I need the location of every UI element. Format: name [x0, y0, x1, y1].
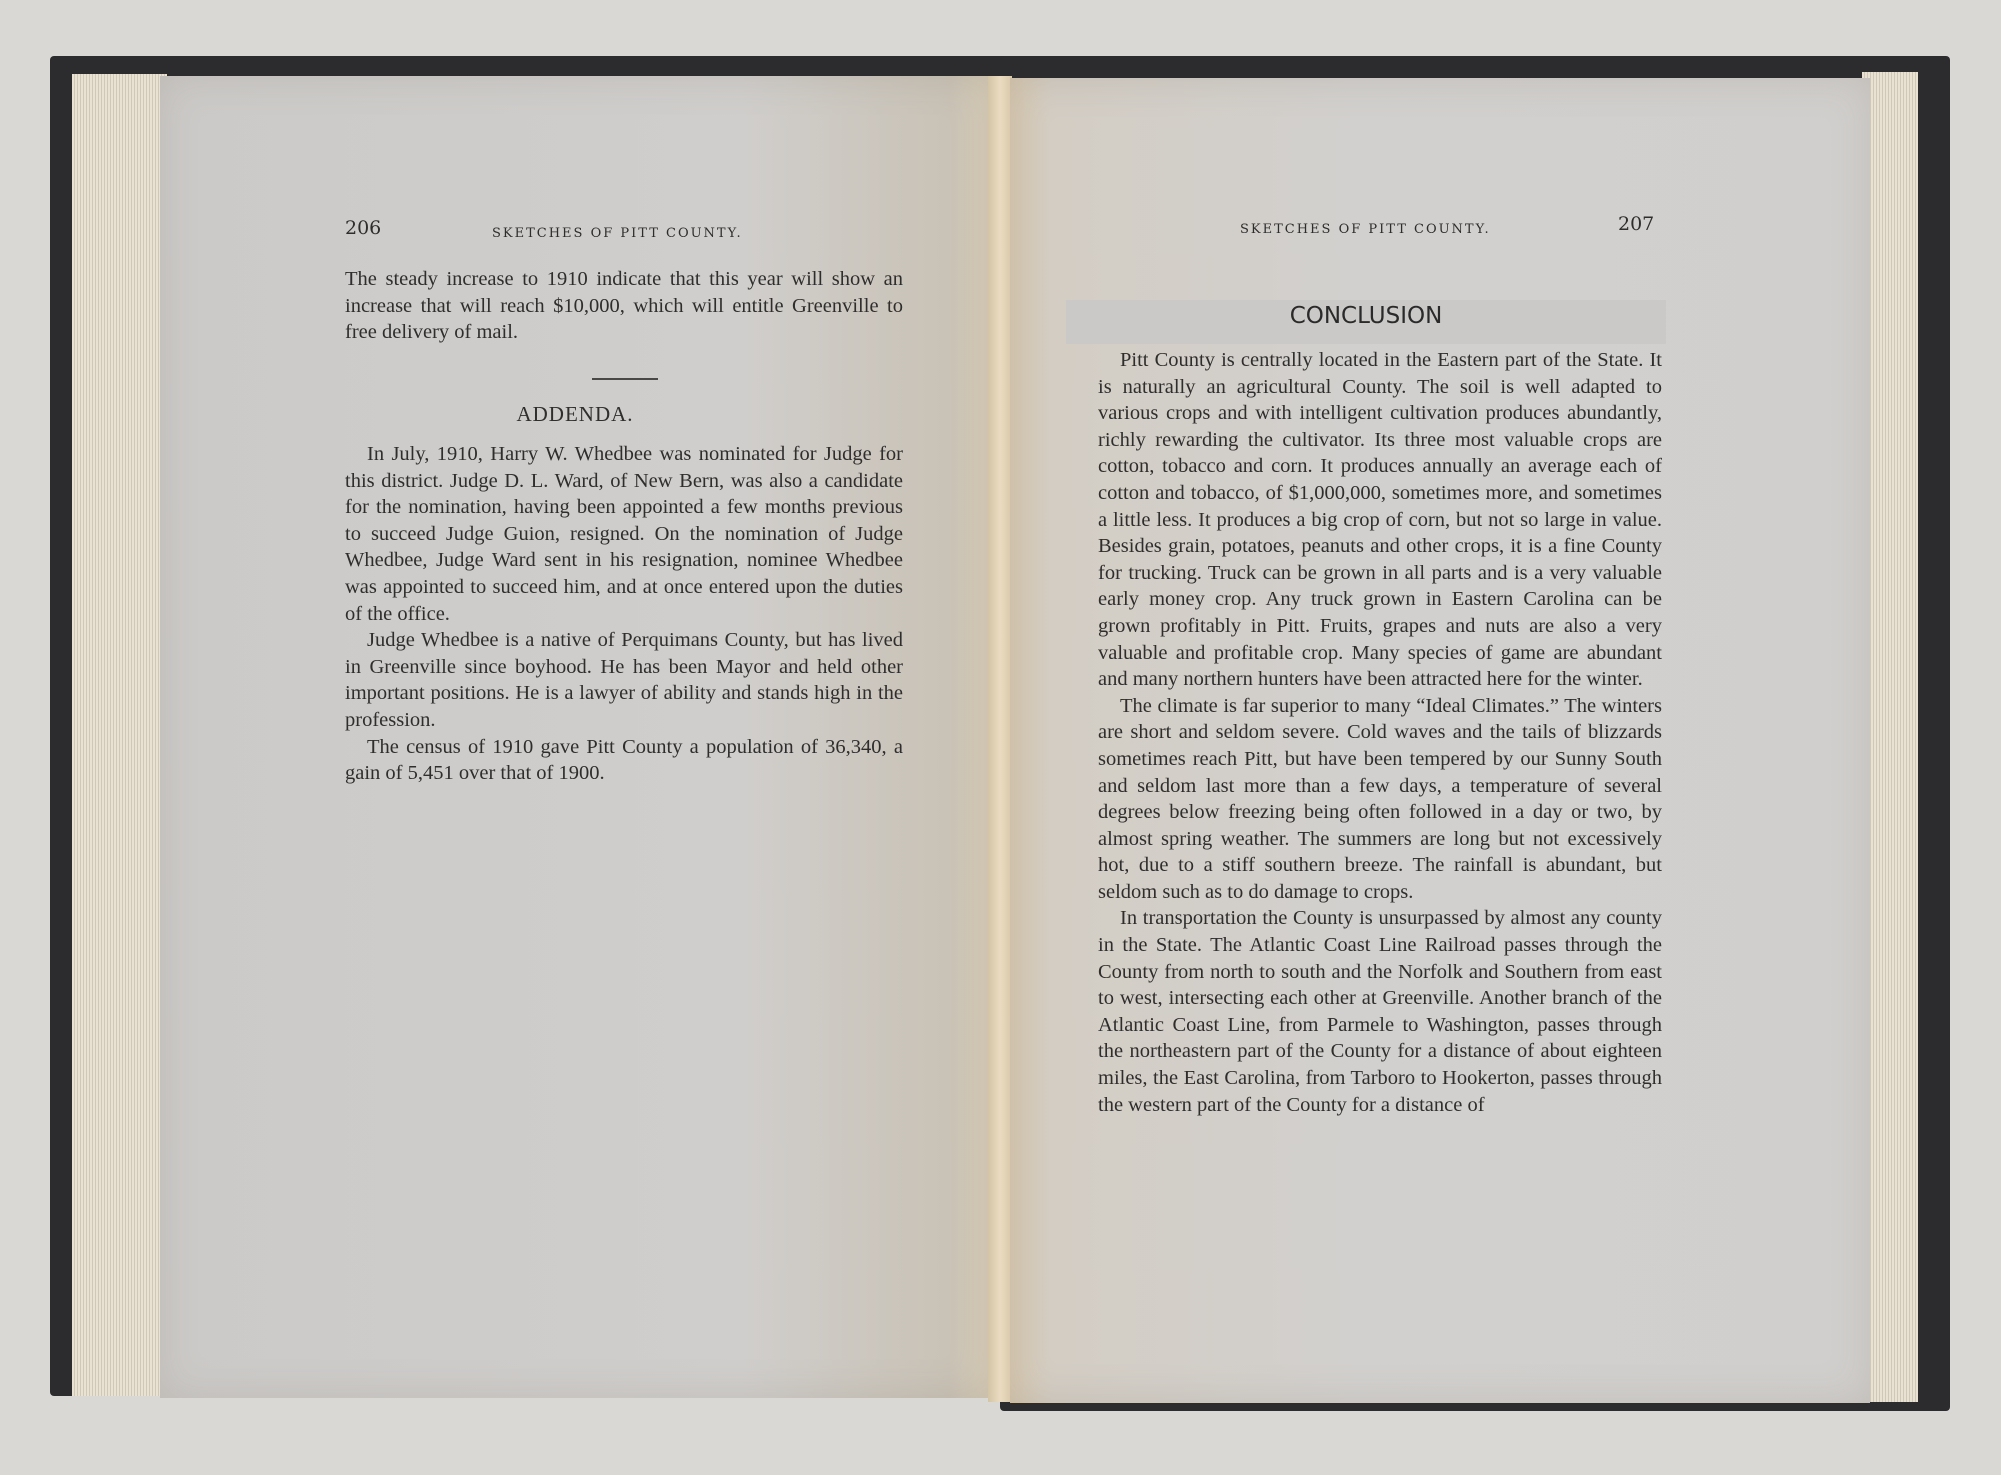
left-running-head: SKETCHES OF PITT COUNTY. — [492, 226, 743, 241]
right-running-head: SKETCHES OF PITT COUNTY. — [1240, 222, 1491, 237]
book-gutter — [988, 76, 1012, 1402]
addenda-paragraph: Judge Whedbee is a native of Perquimans County, but has lived in Greenville since boyhood. He has been Mayor and held other important positions. He is a lawyer of ability and stands high in the profession. — [345, 629, 903, 731]
conclusion-paragraph: The climate is far superior to many “Ideal Climates.” The winters are short and seldom severe. Cold waves and the tails of blizzards sometimes reach Pitt, but have been tempered by our Sunny South and seldom last more than a few days, a temperature of several degrees below freezing being often followed in a day or two, by almost spring weather. The summers are long but not excessively hot, due to a stiff southern breeze. The rainfall is abundant, but seldom such as to do damage to crops. — [1098, 694, 1662, 903]
left-opening-paragraph: The steady increase to 1910 indicate that this year will show an increase that will reach $10,000, which will entitle Greenville to free delivery of mail. — [345, 268, 903, 344]
conclusion-heading: CONCLUSION — [1289, 303, 1443, 329]
addenda-paragraph: The census of 1910 gave Pitt County a population of 36,340, a gain of 5,451 over that of 1900. — [345, 735, 903, 785]
section-divider — [592, 378, 658, 380]
conclusion-paragraph: In transportation the County is unsurpassed by almost any county in the State. The Atlantic Coast Line Railroad passes through the County from north to south and the Norfolk and Southern from east to west, intersecting each other at Greenville. Another branch of the Atlantic Coast Line, from Parmele to Washington, passes through the northeastern part of the County for a distance of about eighteen miles, the East Carolina, from Tarboro to Hookerton, passes through the western part of the County for a distance of — [1098, 907, 1662, 1116]
left-page-number: 206 — [345, 217, 382, 239]
page-edges-left — [72, 74, 167, 1396]
left-opening-text — [345, 266, 903, 346]
right-page-number: 207 — [1618, 213, 1655, 235]
page-edges-right — [1862, 72, 1918, 1402]
addenda-heading: ADDENDA. — [516, 402, 634, 426]
addenda-body — [345, 441, 903, 787]
addenda-paragraph: In July, 1910, Harry W. Whedbee was nominated for Judge for this district. Judge D. L. Ward, of New Bern, was also a candidate for the nomination, having been appointed a few months previous to succeed Judge Guion, resigned. On the nomination of Judge Whedbee, Judge Ward sent in his resignation, nominee Whedbee was appointed to succeed him, and at once entered upon the duties of the office. — [345, 443, 903, 625]
conclusion-paragraph: Pitt County is centrally located in the Eastern part of the State. It is naturally an agricultural County. The soil is well adapted to various crops and with intelligent cultivation produces abundantly, richly rewarding the cultivator. Its three most valuable crops are cotton, tobacco and corn. It produces annually an average each of cotton and tobacco, of $1,000,000, sometimes more, and sometimes a little less. It produces a big crop of corn, but not so large in value. Besides grain, potatoes, peanuts and other crops, it is a fine County for trucking. Truck can be grown in all parts and is a very valuable early money crop. Any truck grown in Eastern Carolina can be grown profitably in Pitt. Fruits, grapes and nuts are also a very valuable and profitable crop. Many species of game are abundant and many northern hunters have been attracted here for the winter. — [1098, 349, 1662, 691]
conclusion-body — [1098, 347, 1662, 1118]
